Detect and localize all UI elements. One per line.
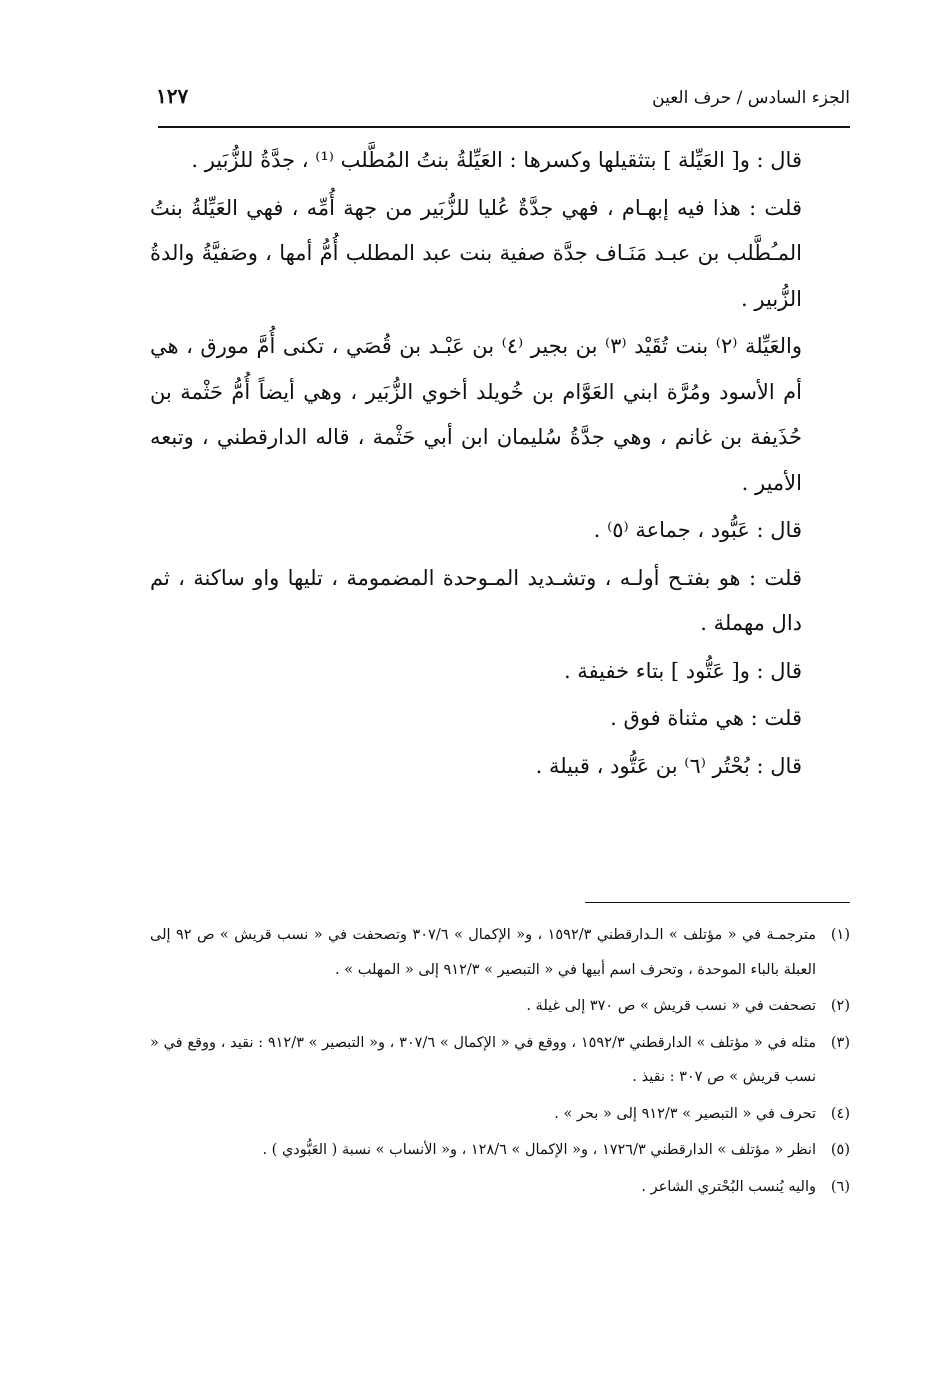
page-header <box>150 80 850 120</box>
footnote-text: مثله في « مؤتلف » الدارقطني ١٥٩٢/٣ ، ووقع في « الإكمال » ٣٠٧/٦ ، و« التبصير » ٩١٢/٣ : نقيد ، ووقع في « نسب قريش » ص ٣٠٧ : نقيذ . <box>150 1034 816 1085</box>
footnote-text: انظر « مؤتلف » الدارقطني ١٧٢٦/٣ ، و« الإكمال » ١٢٨/٦ ، و« الأنساب » نسبة ( العَبُّودي ) . <box>262 1142 816 1158</box>
main-text <box>150 138 850 791</box>
paragraph: قلت : هذا فيه إبهـام ، فهي جدَّةٌ عُليا للزُّبَير من جهة أُمِّه ، فهي العَيِّلةُ بنتُ المـُطَّلب بن عبـد مَنَـاف جدَّة صفية بنت عبد المطلب أُمُّ أمها ، وصَفيَّةُ والدةُ الزُّبير . <box>150 195 802 311</box>
footnote <box>150 1133 850 1168</box>
paragraph: قال : عَبُّود ، جماعة ⁽٥⁾ . <box>593 518 802 542</box>
footnote-number: (٥) <box>830 1142 850 1158</box>
footnote <box>150 1170 850 1205</box>
footnote <box>150 918 850 987</box>
paragraph: قال : و[ عَتُّود ] بتاء خفيفة . <box>563 658 802 683</box>
footnotes <box>150 918 850 1206</box>
running-title: الجزء السادس / حرف العين <box>652 88 850 108</box>
paragraph: قال : بُحْتُر ⁽٦⁾ بن عَتُّود ، قبيلة . <box>535 753 802 778</box>
paragraph: قلت : هي مثناة فوق . <box>610 706 802 730</box>
footnote <box>150 989 850 1024</box>
footnote-text: مترجمـة في « مؤتلف » الـدارقطني ١٥٩٢/٣ ، و« الإكمال » ٣٠٧/٦ وتصحفت في « نسب قريش » ص ٩٢ إلى العبلة بالباء الموحدة ، وتحرف اسم أبيها في « التبصير » ٩١٢/٣ إلى « المهلب » . <box>150 927 816 978</box>
footnote-number: (٢) <box>830 998 850 1014</box>
page-number: ١٢٧ <box>156 84 189 108</box>
footnote <box>150 1097 850 1132</box>
footnote-rule <box>585 902 850 903</box>
book-page <box>150 80 850 1195</box>
footnote-text: تحرف في « التبصير » ٩١٢/٣ إلى « بحر » . <box>554 1105 816 1122</box>
paragraph: والعَيِّلة ⁽٢⁾ بنت تُقَيْد ⁽٣⁾ بن بجير ⁽٤⁾ بن عَبْـد بن قُصَي ، تكنى أُمَّ مورق ، هي أم الأسود ومُرَّة ابني العَوَّام بن خُويلد أخوي الزُّبَير ، وهي أيضاً أُمُّ حَثْمة بن حُذَيفة بن غانم ، وهي جدَّةُ سُليمان ابن أبي حَثْمة ، قاله الدارقطني ، وتبعه الأمير . <box>150 334 802 495</box>
footnote-number: (٣) <box>830 1034 850 1051</box>
footnote-number: (٤) <box>830 1105 850 1122</box>
footnote-text: تصحفت في « نسب قريش » ص ٣٧٠ إلى غيلة . <box>526 998 816 1014</box>
header-rule <box>158 126 850 128</box>
footnote <box>150 1026 850 1095</box>
footnote-number: (٦) <box>830 1178 850 1195</box>
footnote-text: واليه يُنسب البُحْتري الشاعر . <box>641 1178 816 1195</box>
paragraph: قلت : هو بفتـح أولـه ، وتشـديد المـوحدة المضمومة ، تليها واو ساكنة ، ثم دال مهملة . <box>150 565 802 635</box>
paragraph: قال : و[ العَيِّلة ] بتثقيلها وكسرها : العَيِّلةُ بنتُ المُطَّلب ⁽¹⁾ ، جدَّةُ للزُّبَير . <box>191 148 802 172</box>
footnote-number: (١) <box>830 927 850 943</box>
